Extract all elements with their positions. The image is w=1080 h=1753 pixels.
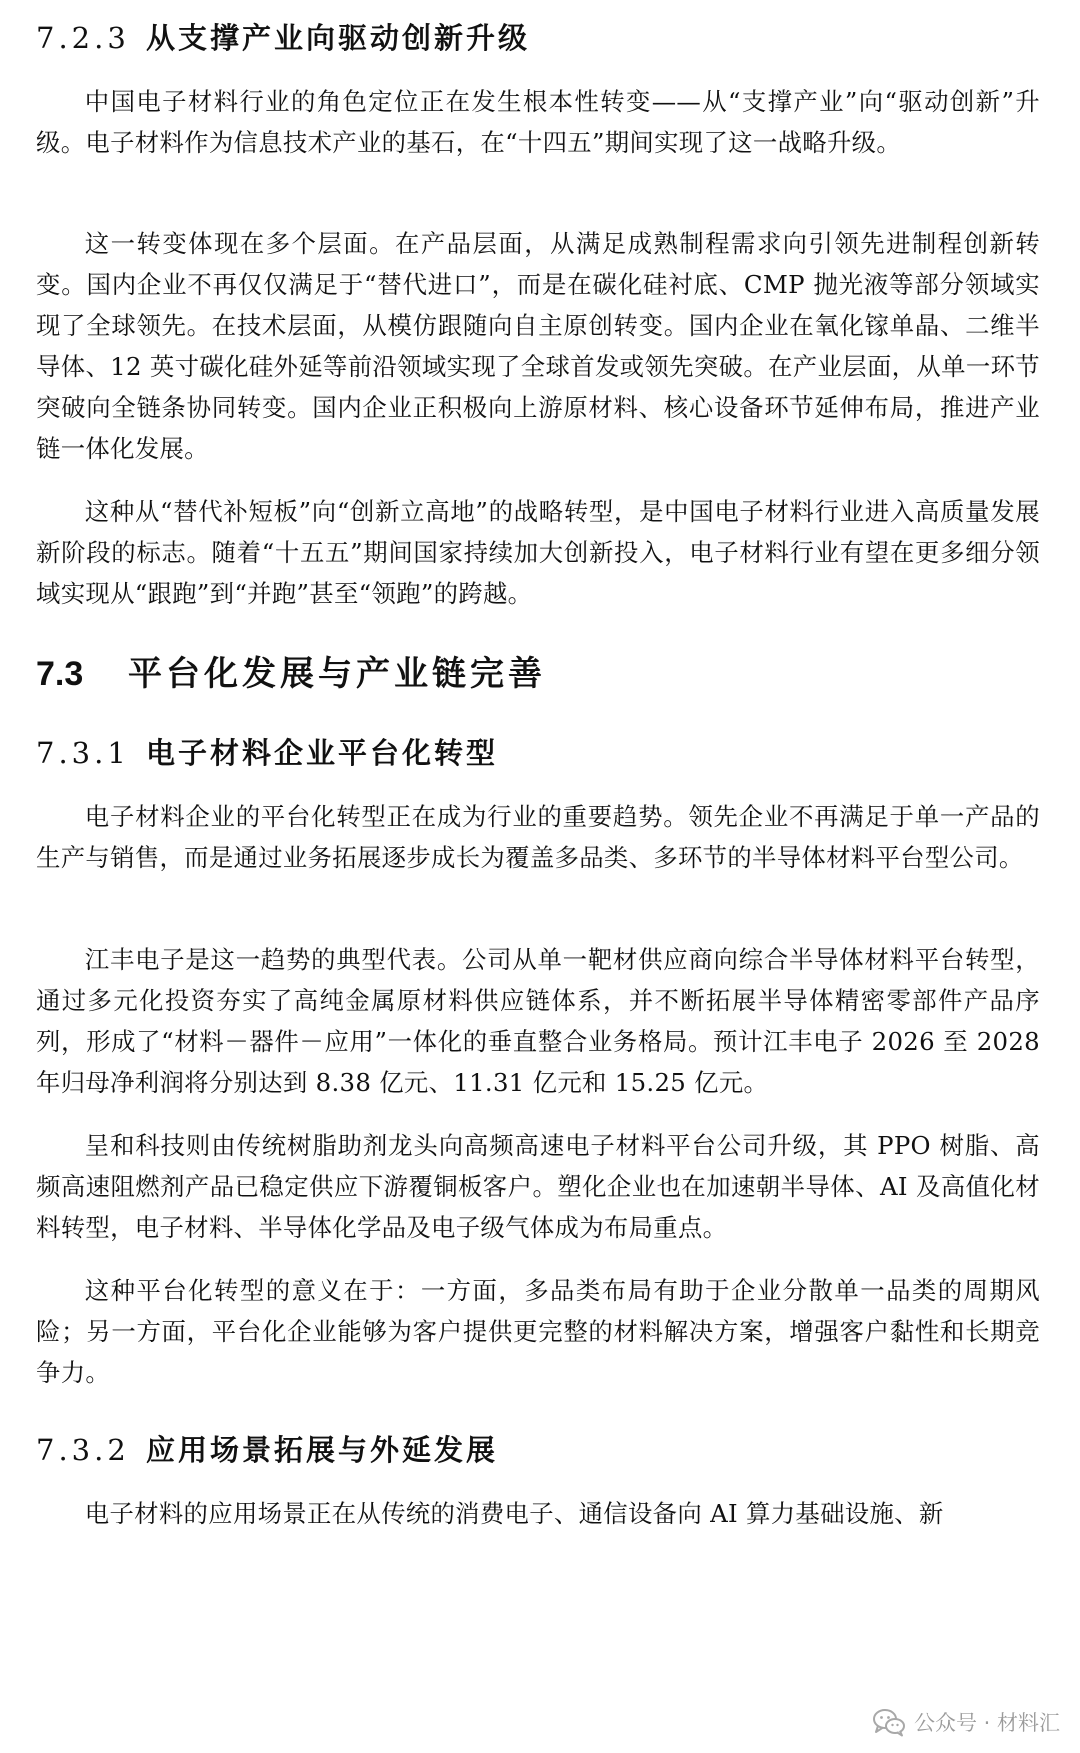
- wechat-icon: [872, 1707, 906, 1737]
- section-title: 电子材料企业平台化转型: [146, 736, 499, 770]
- section-heading-7-3-2: [36, 1430, 498, 1470]
- section-number: 7.3: [36, 655, 84, 693]
- paragraph: 呈和科技则由传统树脂助剂龙头向高频高速电子材料平台公司升级，其 PPO 树脂、高频高速阻燃剂产品已稳定供应下游覆铜板客户。塑化企业也在加速朝半导体、AI 及高值化材料转型，电子材料、半导体化学品及电子级气体成为布局重点。: [36, 1131, 1040, 1242]
- section-title: 从支撑产业向驱动创新升级: [146, 21, 531, 55]
- paragraph: 电子材料企业的平台化转型正在成为行业的重要趋势。领先企业不再满足于单一产品的生产与销售，而是通过业务拓展逐步成长为覆盖多品类、多环节的半导体材料平台型公司。: [36, 802, 1040, 872]
- section-heading-7-3-1: [36, 733, 498, 773]
- section-heading-7-3: [36, 651, 546, 697]
- watermark: [872, 1703, 1060, 1741]
- watermark-text: 公众号 · 材料汇: [913, 1711, 1060, 1735]
- paragraph: 这种平台化转型的意义在于：一方面，多品类布局有助于企业分散单一品类的周期风险；另一方面，平台化企业能够为客户提供更完整的材料解决方案，增强客户黏性和长期竞争力。: [36, 1276, 1040, 1387]
- paragraph: 中国电子材料行业的角色定位正在发生根本性转变——从“支撑产业”向“驱动创新”升级。电子材料作为信息技术产业的基石，在“十四五”期间实现了这一战略升级。: [36, 87, 1040, 157]
- section-number: 7.3.2: [36, 1433, 130, 1467]
- section-title: 应用场景拓展与外延发展: [146, 1433, 499, 1467]
- paragraph: 这种从“替代补短板”向“创新立高地”的战略转型，是中国电子材料行业进入高质量发展新阶段的标志。随着“十五五”期间国家持续加大创新投入，电子材料行业有望在更多细分领域实现从“跟跑”到“并跑”甚至“领跑”的跨越。: [36, 497, 1040, 608]
- section-title: 平台化发展与产业链完善: [128, 654, 546, 694]
- paragraph: 这一转变体现在多个层面。在产品层面，从满足成熟制程需求向引领先进制程创新转变。国内企业不再仅仅满足于“替代进口”，而是在碳化硅衬底、CMP 抛光液等部分领域实现了全球领先。在技术层面，从模仿跟随向自主原创转变。国内企业在氧化镓单晶、二维半导体、12 英寸碳化硅外延等前沿领域实现了全球首发或领先突破。在产业层面，从单一环节突破向全链条协同转变。国内企业正积极向上游原材料、核心设备环节延伸布局，推进产业链一体化发展。: [36, 229, 1040, 463]
- paragraph: 电子材料的应用场景正在从传统的消费电子、通信设备向 AI 算力基础设施、新: [84, 1499, 944, 1528]
- section-number: 7.2.3: [36, 21, 130, 55]
- paragraph: 江丰电子是这一趋势的典型代表。公司从单一靶材供应商向综合半导体材料平台转型，通过多元化投资夯实了高纯金属原材料供应链体系，并不断拓展半导体精密零部件产品序列，形成了“材料－器件－应用”一体化的垂直整合业务格局。预计江丰电子 2026 至 2028 年归母净利润将分别达到 8.38 亿元、11.31 亿元和 15.25 亿元。: [36, 945, 1040, 1097]
- section-heading-7-2-3: [36, 18, 530, 58]
- section-number: 7.3.1: [36, 736, 130, 770]
